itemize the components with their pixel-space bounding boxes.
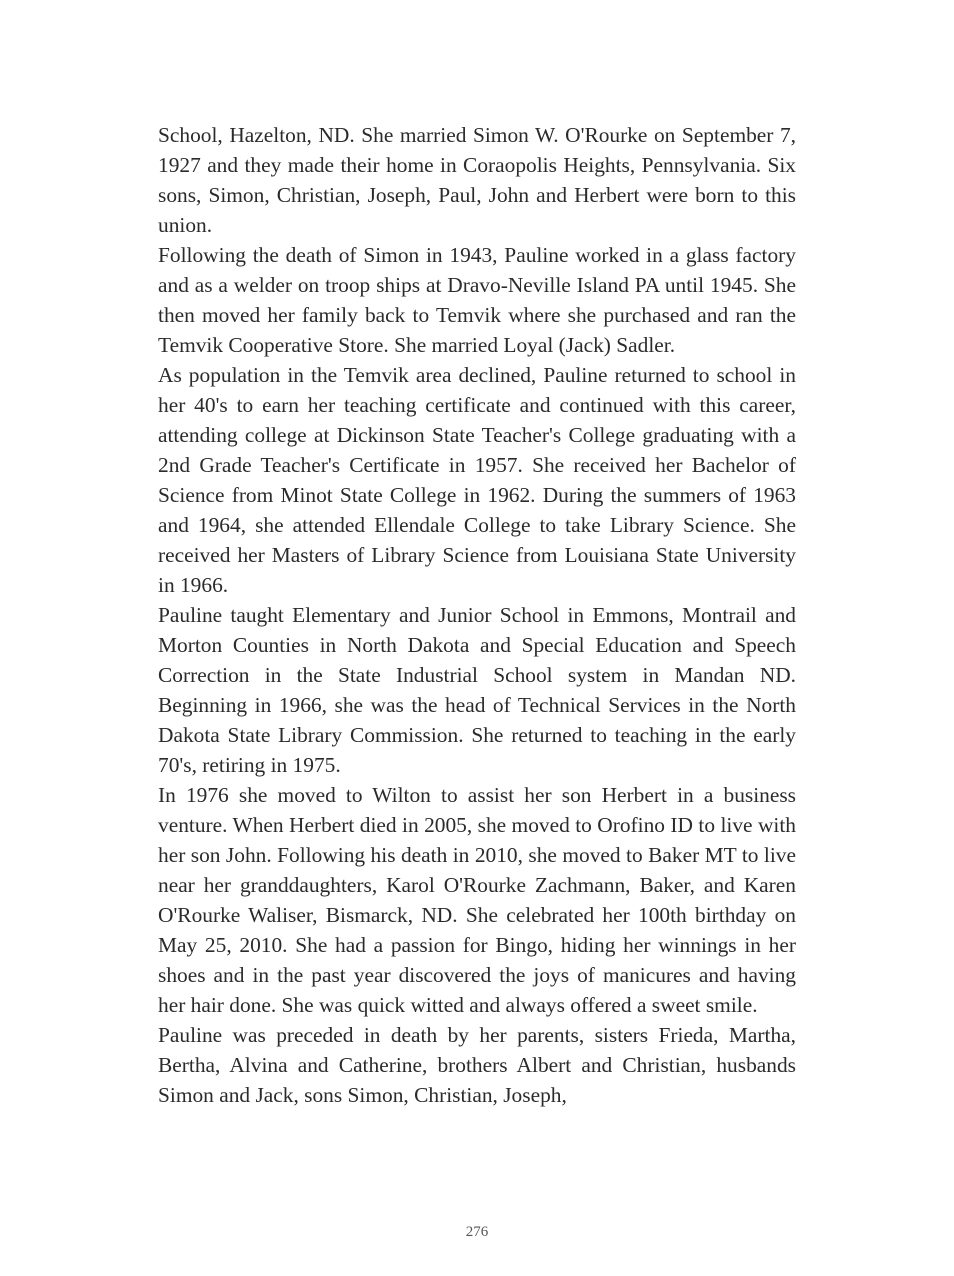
paragraph: Pauline was preceded in death by her parents, sisters Frieda, Martha, Bertha, Alvina and Catherine, brothers Albert and Christian, husbands Simon and Jack, sons Simon, Christian, Joseph, bbox=[158, 1023, 796, 1107]
paragraph: As population in the Temvik area declined, Pauline returned to school in her 40's to earn her teaching certificate and continued with this career, attending college at Dickinson State Teacher's College graduating with a 2nd Grade Teacher's Certificate in 1957. She received her Bachelor of Science from Minot State College in 1962. During the summers of 1963 and 1964, she attended Ellendale College to take Library Science. She received her Masters of Library Science from Louisiana State University in 1966. bbox=[158, 363, 796, 597]
paragraph: Following the death of Simon in 1943, Pauline worked in a glass factory and as a welder on troop ships at Dravo-Neville Island PA until 1945. She then moved her family back to Temvik where she purchased and ran the Temvik Cooperative Store. She married Loyal (Jack) Sadler. bbox=[158, 243, 796, 357]
paragraph: School, Hazelton, ND. She married Simon W. O'Rourke on September 7, 1927 and they made their home in Coraopolis Heights, Pennsylvania. Six sons, Simon, Christian, Joseph, Paul, John and Herbert were born to this union. bbox=[158, 123, 796, 237]
paragraph: In 1976 she moved to Wilton to assist her son Herbert in a business venture. When Herbert died in 2005, she moved to Orofino ID to live with her son John. Following his death in 2010, she moved to Baker MT to live near her granddaughters, Karol O'Rourke Zachmann, Baker, and Karen O'Rourke Waliser, Bismarck, ND. She celebrated her 100th birthday on May 25, 2010. She had a passion for Bingo, hiding her winnings in her shoes and in the past year discovered the joys of manicures and having her hair done. She was quick witted and always offered a sweet smile. bbox=[158, 783, 796, 1017]
page-number: 276 bbox=[465, 1224, 489, 1240]
body-text bbox=[158, 120, 796, 1110]
paragraph: Pauline taught Elementary and Junior School in Emmons, Montrail and Morton Counties in North Dakota and Special Education and Speech Correction in the State Industrial School system in Mandan ND. Beginning in 1966, she was the head of Technical Services in the North Dakota State Library Commission. She returned to teaching in the early 70's, retiring in 1975. bbox=[158, 603, 796, 777]
